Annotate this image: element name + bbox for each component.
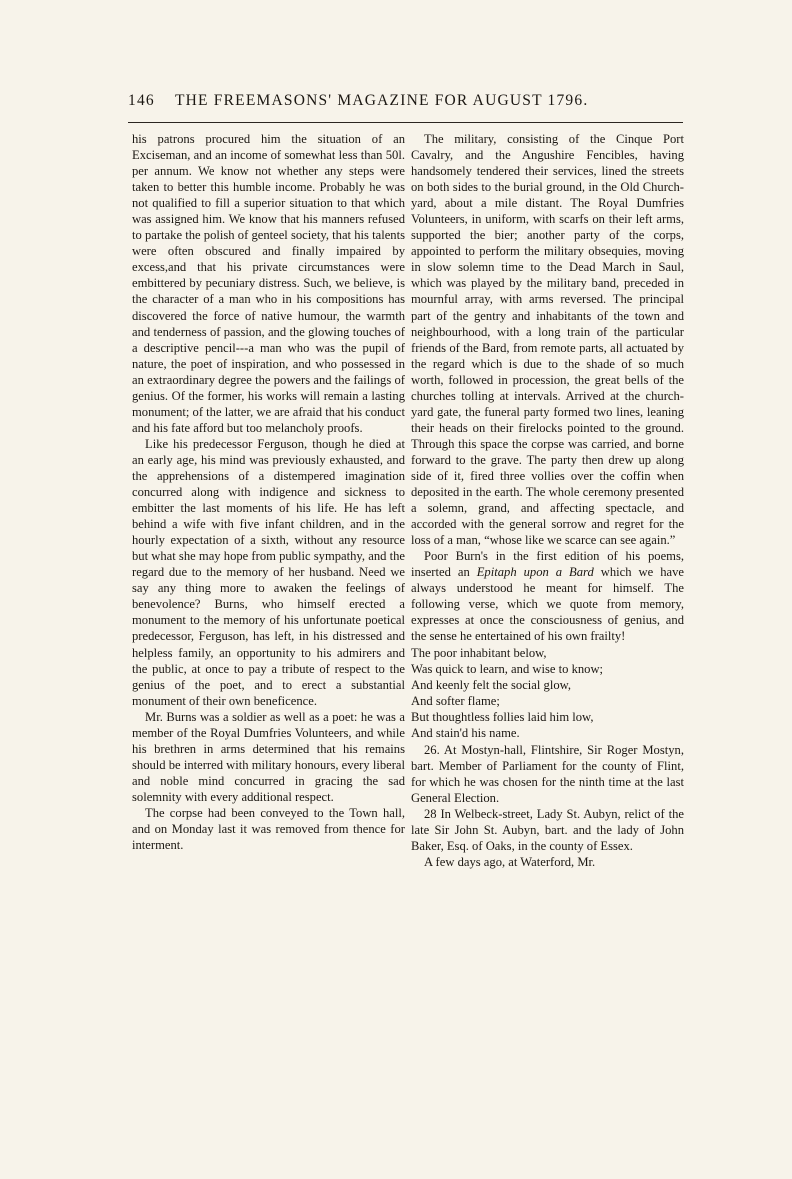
left-column [132, 131, 405, 853]
paragraph-epitaph [411, 548, 684, 644]
poem-line: And keenly felt the social glow, [411, 677, 572, 692]
obituary-waterford: A few days ago, at Waterford, Mr. [424, 854, 596, 869]
epitaph-text-a: Poor Burn's in the first edition of his poems, inserted an [411, 549, 684, 580]
epitaph-title: Epitaph upon a Bard [476, 565, 594, 580]
poem-line: And softer flame; [411, 693, 500, 708]
paragraph-military: The military, consisting of the Cinque Port Cavalry, and the Angushire Fencibles, having handsomely tendered their services, lined the streets on both sides to the burial ground, in the Old Church-yard, about a mile distant. The Royal Dumfries Volunteers, in uniform, with scarfs on their left arms, supported the bier; another party of the corps, appointed to perform the military obsequies, moving in slow solemn time to the Dead March in Saul, which was played by the military band, preceded in mournful array, with arms reversed. The principal part of the gentry and inhabitants of the town and neighbourhood, with a long train of the particular friends of the Bard, from remote parts, all actuated by the regard which is due to the shade of so much worth, followed in procession, the great bells of the churches tolling at intervals. Arrived at the church-yard gate, the funeral party formed two lines, leaning their heads on their firelocks pointed to the ground. Through this space the corpse was carried, and borne forward to the grave. The party then drew up along side of it, fired three vollies over the coffin when deposited in the earth. The whole ceremony presented a solemn, grand, and affecting spectacle, and accorded with the general sorrow and regret for the loss of a man, “whose like we scarce can see again.” [411, 132, 684, 548]
paragraph-soldier: Mr. Burns was a soldier as well as a poet: he was a member of the Royal Dumfries Volunteers, and while his brethren in arms determined that his remains should be interred with military honours, every liberal and noble mind concurred in gracing the sad solemnity with every additional respect. [132, 709, 405, 804]
poem-line: The poor inhabitant below, [411, 645, 547, 660]
obituary-mostyn: 26. At Mostyn-hall, Flintshire, Sir Roger Mostyn, bart. Member of Parliament for the county of Flint, for which he was chosen for the ninth time at the last General Election. [411, 742, 684, 805]
right-column [411, 131, 684, 870]
paragraph-ferguson: Like his predecessor Ferguson, though he died at an early age, his mind was previously exhausted, and the apprehensions of a distempered imagination concurred along with indigence and sickness to embitter the last moments of his life. He has left behind a wife with five infant children, and in the hourly expectation of a sixth, without any resource but what she may hope from public sympathy, and the regard due to the memory of her husband. Need we say any thing more to awaken the feelings of benevolence? Burns, who himself erected a monument to the memory of his unfortunate poetical predecessor, Ferguson, has left, in his distressed and helpless family, an opportunity to his admirers and the public, at once to pay a tribute of respect to the genius of the poet, and to erect a substantial monument of their own beneficence. [132, 436, 405, 708]
poem-line: And stain'd his name. [411, 725, 520, 740]
paragraph-corpse: The corpse had been conveyed to the Town hall, and on Monday last it was removed from thence for interment. [132, 805, 405, 853]
epitaph-text-b: which we have always understood he meant for himself. The following verse, which we quote from memory, expresses at once the consciousness of genius, and the sense he entertained of his own frailty! [411, 565, 684, 644]
epitaph-poem [411, 645, 684, 741]
paragraph-patrons: his patrons procured him the situation of an Exciseman, and an income of somewhat less than 50l. per annum. We know not whether any steps were taken to better this humble income. Probably he was not qualified to fill a superior situation to that which was assigned him. We know that his manners refused to partake the polish of genteel society, that his talents were often obscured and finally impaired by excess,and that his private circumstances were embittered by pecuniary distress. Such, we believe, is the character of a man who in his compositions has discovered the force of native humour, the warmth and tenderness of passion, and the glowing touches of a descriptive pencil---a man who was the pupil of nature, the poet of inspiration, and who possessed in an extraordinary degree the powers and the failings of genius. Of the former, his works will remain a lasting monument; of the latter, we are afraid that his conduct and his fate afford but too melancholy proofs. [132, 132, 405, 435]
page-number: 146 [128, 92, 155, 109]
header-rule [128, 122, 683, 123]
obituary-aubyn: 28 In Welbeck-street, Lady St. Aubyn, relict of the late Sir John St. Aubyn, bart. and the lady of John Baker, Esq. of Oaks, in the county of Essex. [411, 806, 684, 853]
poem-line: But thoughtless follies laid him low, [411, 709, 594, 724]
poem-line: Was quick to learn, and wise to know; [411, 661, 604, 676]
magazine-title: THE FREEMASONS' MAGAZINE FOR AUGUST 1796. [175, 92, 589, 109]
running-header [128, 92, 683, 118]
